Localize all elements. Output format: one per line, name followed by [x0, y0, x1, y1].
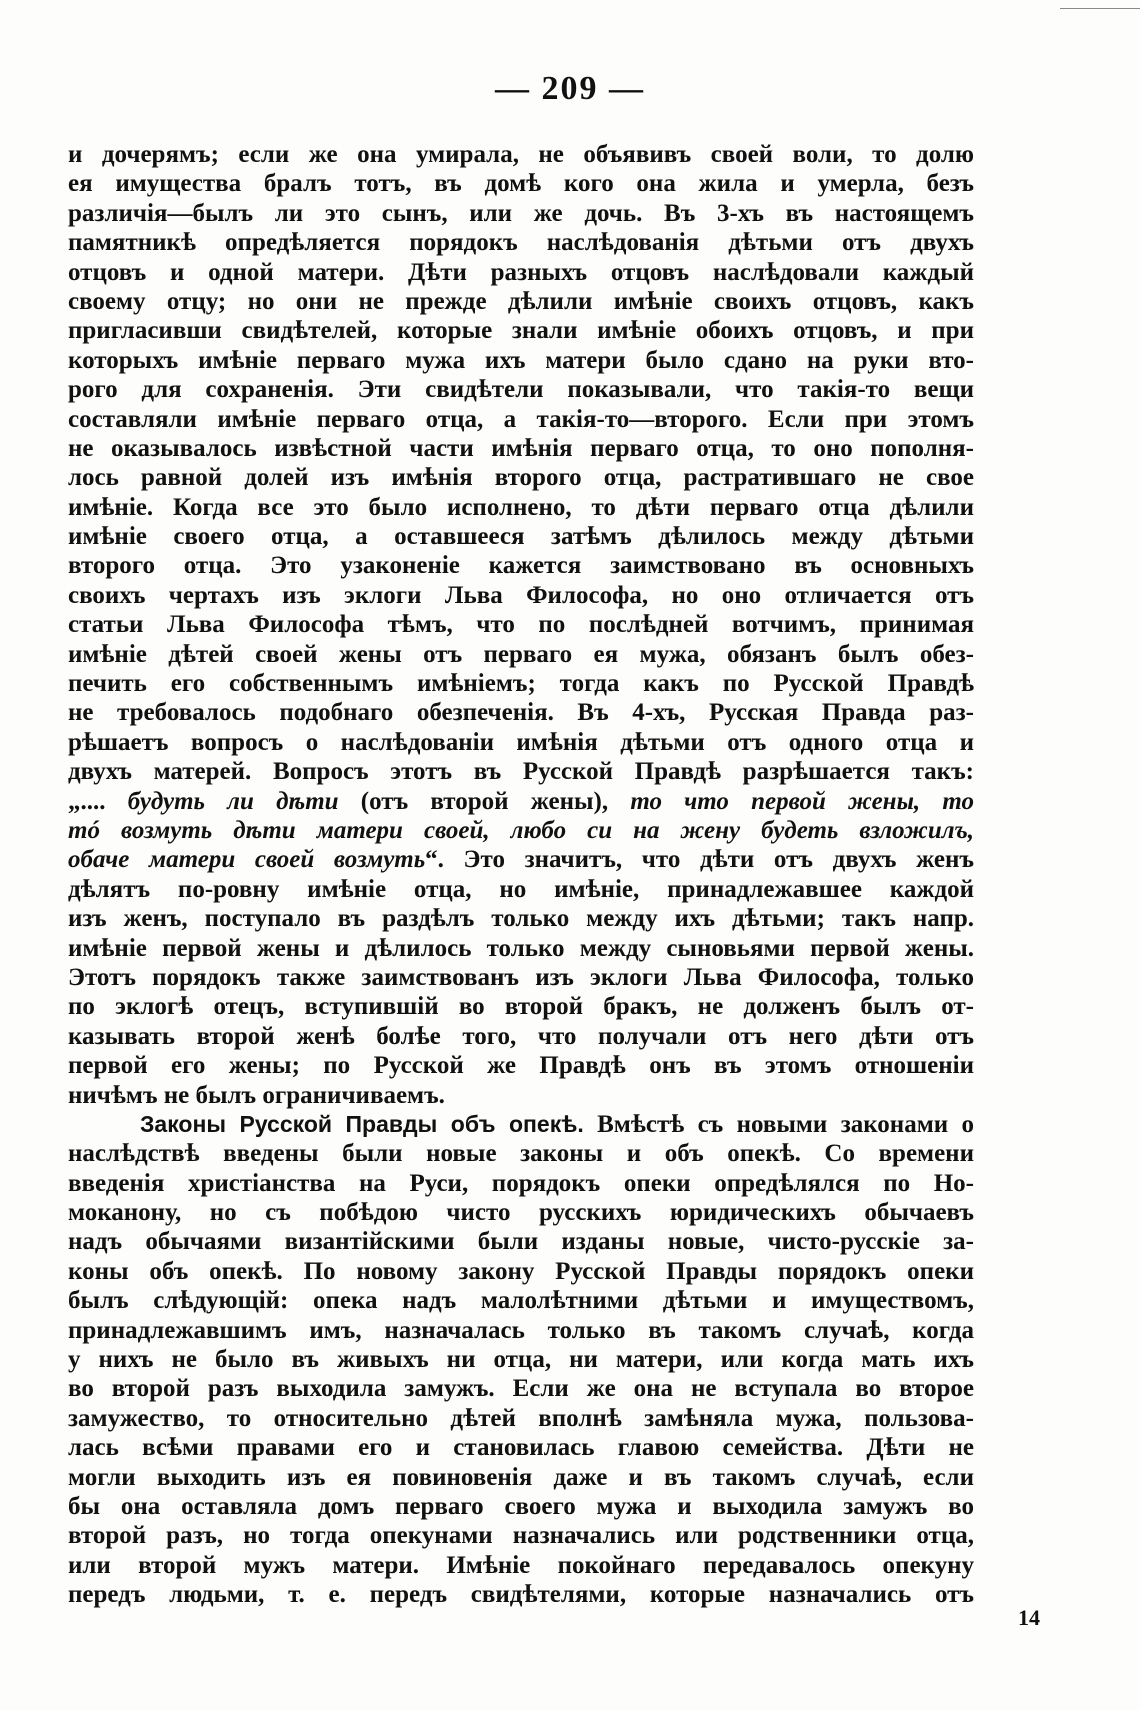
quote-text: (отъ второй жены),	[338, 787, 631, 815]
text-line: рого для сохраненія. Эти свидѣтели показывали, что такія-то вещи	[68, 376, 974, 404]
text-line: второй разъ, но тогда опекунами назначались или родственники отца,	[68, 1522, 974, 1550]
paragraph-inheritance-end	[68, 875, 974, 1110]
text-line: рѣшаетъ вопросъ о наслѣдованіи имѣнія дѣтьми отъ одного отца и	[68, 728, 974, 756]
quote-text: “. Это значитъ, что дѣти отъ двухъ женъ	[425, 846, 974, 874]
text-line: изъ женъ, поступало въ раздѣлъ только между ихъ дѣтьми; такъ напр.	[68, 905, 974, 933]
text-line: моканону, но съ побѣдою чисто русскихъ юридическихъ обычаевъ	[68, 1199, 974, 1227]
text-line: имѣніе своего отца, а оставшееся затѣмъ дѣлилось между дѣтьми	[68, 523, 974, 551]
text-line: и дочерямъ; если же она умирала, не объявивъ своей воли, то долю	[68, 141, 974, 168]
text-line: отцовъ и одной матери. Дѣти разныхъ отцовъ наслѣдовали каждый	[68, 258, 974, 286]
text-line: ничѣмъ не былъ ограничиваемъ.	[68, 1081, 445, 1109]
paragraph-heading-line	[68, 1110, 974, 1139]
text-line: первой его жены; по Русской же Правдѣ онъ въ этомъ отношеніи	[68, 1052, 974, 1080]
quote-italic: обаче матери своей возмуть	[68, 846, 426, 874]
text-line: пригласивши свидѣтелей, которые знали имѣніе обоихъ отцовъ, и при	[68, 317, 974, 345]
quote-italic: будуть ли дѣти	[127, 787, 339, 815]
text-line: имѣніе. Когда все это было исполнено, то дѣти перваго отца дѣлили	[68, 493, 974, 521]
text-line: лось равной долей изъ имѣнія второго отца, растратившаго не свое	[68, 464, 974, 492]
text-line: введенія христіанства на Руси, порядокъ опеки опредѣлялся по Но-	[68, 1169, 974, 1197]
text-line: у нихъ не было въ живыхъ ни отца, ни матери, или когда мать ихъ	[68, 1346, 974, 1374]
quote-line	[68, 845, 974, 874]
text-line: дѣлятъ по-ровну имѣніе отца, но имѣніе, принадлежавшее каждой	[68, 875, 974, 903]
text-line: печить его собственнымъ имѣніемъ; тогда какъ по Русской Правдѣ	[68, 670, 974, 698]
text-line: двухъ матерей. Вопросъ этотъ въ Русской Правдѣ разрѣшается такъ:	[68, 758, 974, 786]
scan-edge-line	[1060, 8, 1140, 9]
text-line: наслѣдствѣ введены были новые законы и объ опекѣ. Со времени	[68, 1140, 974, 1168]
signature-mark: 14	[1018, 1605, 1040, 1630]
heading-line-text: Вмѣстѣ съ новыми законами о	[583, 1110, 974, 1138]
quote-open: „....	[68, 787, 128, 815]
text-line: былъ слѣдующій: опека надъ малолѣтними дѣтьми и имуществомъ,	[68, 1287, 974, 1315]
quote-line	[68, 787, 974, 816]
text-line: различія—былъ ли это сынъ, или же дочь. Въ 3-хъ въ настоящемъ	[68, 199, 974, 227]
text-line: имѣніе дѣтей своей жены отъ перваго ея мужа, обязанъ былъ обез-	[68, 640, 974, 668]
text-line: передъ людьми, т. е. передъ свидѣтелями, которые назначались отъ	[68, 1581, 974, 1609]
text-line: составляли имѣніе перваго отца, а такія-то—второго. Если при этомъ	[68, 405, 974, 433]
text-line: принадлежавшимъ имъ, назначалась только въ такомъ случаѣ, когда	[68, 1316, 974, 1344]
text-line: ея имущества бралъ тотъ, въ домѣ кого она жила и умерла, безъ	[68, 170, 974, 198]
text-line: Этотъ порядокъ также заимствованъ изъ эклоги Льва Философа, только	[68, 963, 974, 991]
quote-italic: то что первой жены, то	[630, 787, 974, 815]
text-line: могли выходить изъ ея повиновенія даже и въ такомъ случаѣ, если	[68, 1463, 974, 1491]
text-line: бы она оставляла домъ перваго своего мужа и выходила замужъ во	[68, 1492, 974, 1520]
paragraph-guardianship	[68, 1139, 974, 1609]
text-line: которыхъ имѣніе перваго мужа ихъ матери было сдано на руки вто-	[68, 346, 974, 374]
text-line: имѣніе первой жены и дѣлилось только между сыновьями первой жены.	[68, 934, 974, 962]
text-line: памятникѣ опредѣляется порядокъ наслѣдованія дѣтьми отъ двухъ	[68, 229, 974, 257]
text-line: по эклогѣ отецъ, вступившій во второй бракъ, не долженъ былъ от-	[68, 993, 974, 1021]
text-line: казывать второй женѣ болѣе того, что получали отъ него дѣти отъ	[68, 1022, 974, 1050]
text-line: лась всѣми правами его и становилась главою семейства. Дѣти не	[68, 1434, 974, 1462]
text-line: не оказывалось извѣстной части имѣнія перваго отца, то оно пополня-	[68, 434, 974, 462]
text-line: второго отца. Это узаконеніе кажется заимствовано въ основныхъ	[68, 552, 974, 580]
text-line: коны объ опекѣ. По новому закону Русской Правды порядокъ опеки	[68, 1257, 974, 1285]
section-heading: Законы Русской Правды объ опекѣ.	[140, 1110, 584, 1137]
text-line: или второй мужъ матери. Имѣніе покойнаго передавалось опекуну	[68, 1551, 974, 1579]
text-line: надъ обычаями византійскими были изданы новые, чисто-русскіе за-	[68, 1228, 974, 1256]
paragraph-inheritance	[68, 140, 974, 787]
body-text	[68, 140, 974, 1610]
text-line: своихъ чертахъ изъ эклоги Льва Философа, но оно отличается отъ	[68, 581, 974, 609]
text-line: во второй разъ выходила замужъ. Если же она не вступала во второе	[68, 1375, 974, 1403]
text-line: не требовалось подобнаго обезпеченія. Въ 4-хъ, Русская Правда раз-	[68, 699, 974, 727]
quote-line: тó возмуть дѣти матери своей, любо си на жену будеть взложилъ,	[68, 816, 974, 844]
page-number: — 209 —	[495, 70, 645, 107]
text-line: замужество, то относительно дѣтей вполнѣ замѣняла мужа, пользова-	[68, 1404, 974, 1432]
text-line: своему отцу; но они не прежде дѣлили имѣніе своихъ отцовъ, какъ	[68, 287, 974, 315]
text-line: статьи Льва Философа тѣмъ, что по послѣдней вотчимъ, принимая	[68, 611, 974, 639]
